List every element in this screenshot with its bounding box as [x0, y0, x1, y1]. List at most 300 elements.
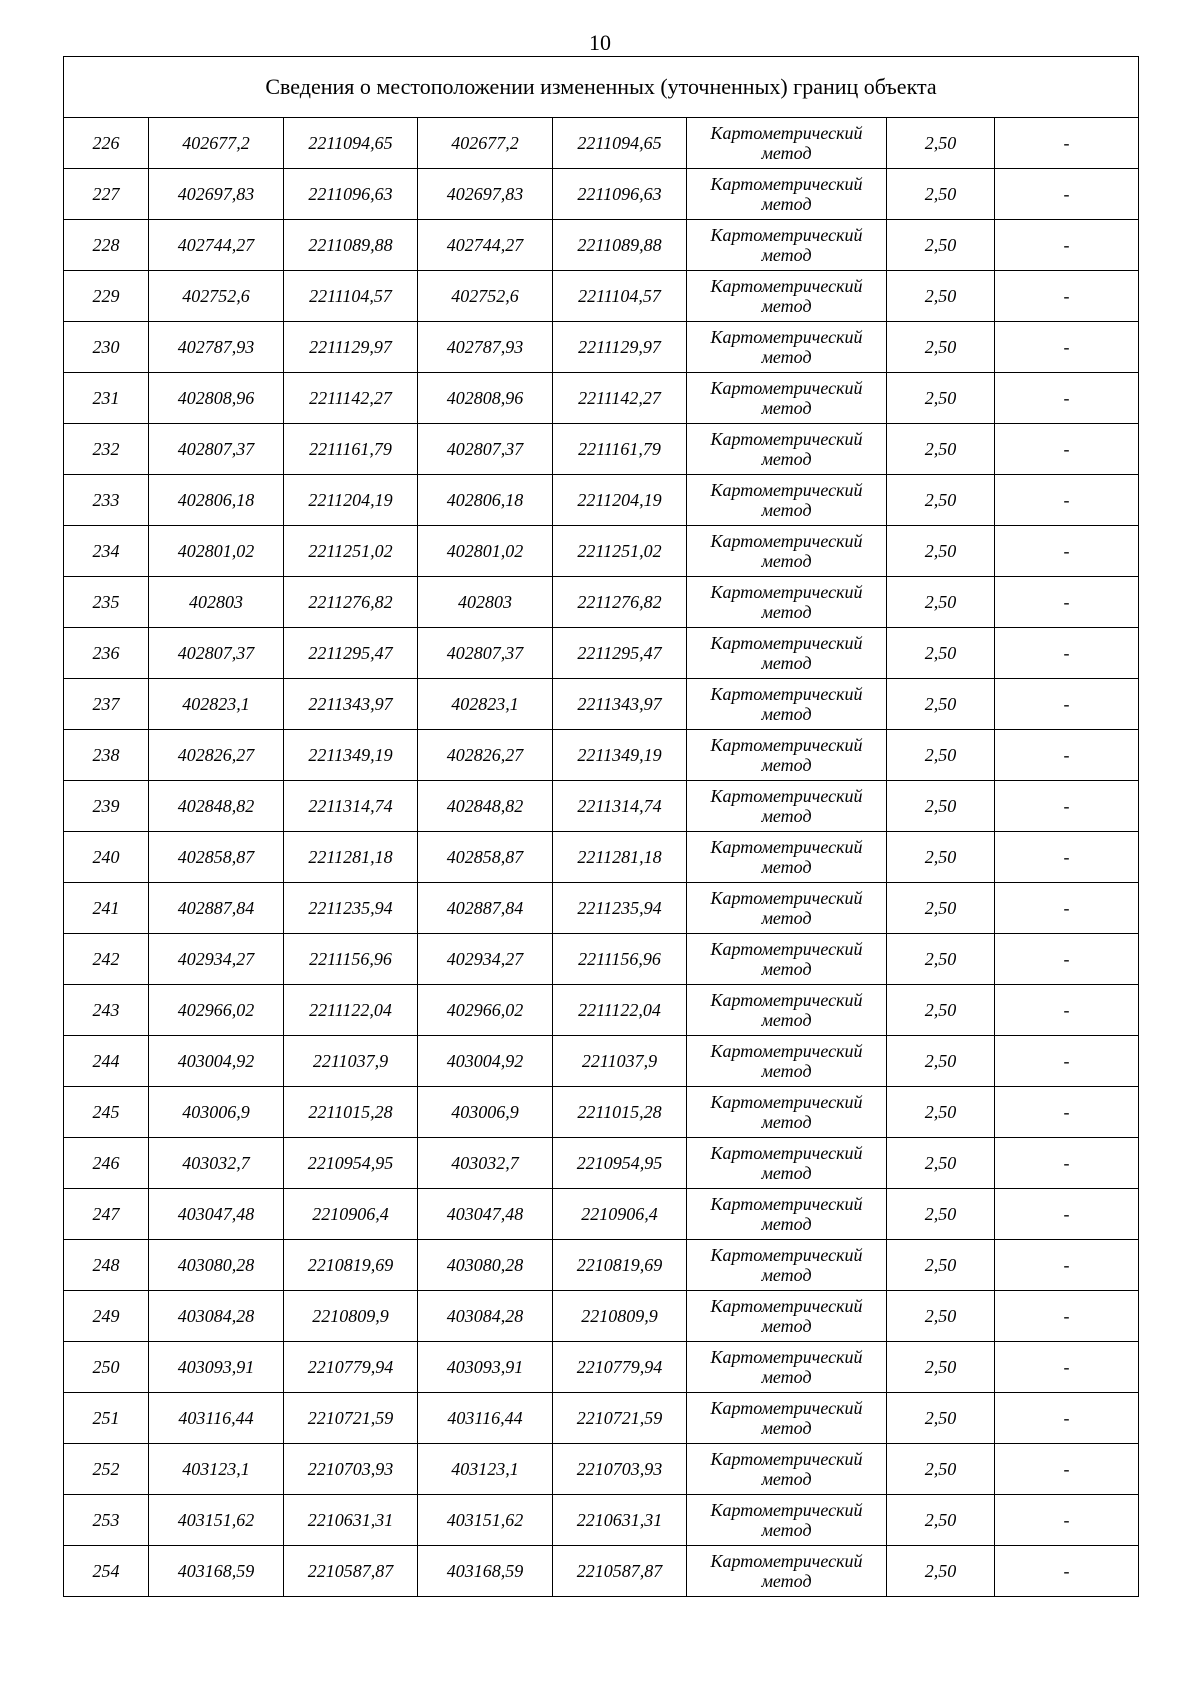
point-number-cell: 233 — [64, 475, 149, 526]
existing-x-cell: 402887,84 — [149, 883, 284, 934]
refined-y-cell: 2211235,94 — [553, 883, 687, 934]
existing-y-cell: 2211142,27 — [284, 373, 418, 424]
accuracy-cell: 2,50 — [887, 883, 995, 934]
method-line-1: Картометрический — [710, 837, 863, 857]
refined-x-cell: 402677,2 — [418, 118, 553, 169]
method-line-2: метод — [761, 245, 812, 265]
accuracy-cell: 2,50 — [887, 271, 995, 322]
point-number-cell: 230 — [64, 322, 149, 373]
note-cell: - — [995, 118, 1139, 169]
existing-y-cell: 2211281,18 — [284, 832, 418, 883]
method-cell — [687, 1138, 887, 1189]
point-number-cell: 231 — [64, 373, 149, 424]
method-line-1: Картометрический — [710, 378, 863, 398]
existing-x-cell: 403032,7 — [149, 1138, 284, 1189]
method-line-2: метод — [761, 296, 812, 316]
note-cell: - — [995, 577, 1139, 628]
refined-y-cell: 2211204,19 — [553, 475, 687, 526]
method-cell — [687, 577, 887, 628]
method-cell — [687, 628, 887, 679]
existing-y-cell: 2211276,82 — [284, 577, 418, 628]
method-line-1: Картометрический — [710, 1398, 863, 1418]
table-row — [64, 1189, 1139, 1240]
method-line-1: Картометрический — [710, 786, 863, 806]
refined-y-cell: 2211349,19 — [553, 730, 687, 781]
refined-x-cell: 403080,28 — [418, 1240, 553, 1291]
method-cell — [687, 169, 887, 220]
existing-y-cell: 2211015,28 — [284, 1087, 418, 1138]
existing-y-cell: 2210779,94 — [284, 1342, 418, 1393]
accuracy-cell: 2,50 — [887, 628, 995, 679]
method-cell — [687, 271, 887, 322]
existing-x-cell: 402697,83 — [149, 169, 284, 220]
note-cell: - — [995, 1393, 1139, 1444]
existing-y-cell: 2211037,9 — [284, 1036, 418, 1087]
refined-y-cell: 2210954,95 — [553, 1138, 687, 1189]
method-cell — [687, 1546, 887, 1597]
method-line-2: метод — [761, 551, 812, 571]
refined-x-cell: 402808,96 — [418, 373, 553, 424]
method-cell — [687, 934, 887, 985]
table-row — [64, 781, 1139, 832]
accuracy-cell: 2,50 — [887, 1342, 995, 1393]
refined-x-cell: 403047,48 — [418, 1189, 553, 1240]
table-body — [64, 118, 1139, 1597]
method-cell — [687, 118, 887, 169]
method-cell — [687, 730, 887, 781]
method-line-2: метод — [761, 755, 812, 775]
refined-y-cell: 2211096,63 — [553, 169, 687, 220]
note-cell: - — [995, 1240, 1139, 1291]
note-cell: - — [995, 883, 1139, 934]
method-cell — [687, 883, 887, 934]
refined-y-cell: 2210779,94 — [553, 1342, 687, 1393]
table-row — [64, 322, 1139, 373]
method-cell — [687, 679, 887, 730]
method-line-2: метод — [761, 500, 812, 520]
method-line-1: Картометрический — [710, 429, 863, 449]
point-number-cell: 247 — [64, 1189, 149, 1240]
refined-y-cell: 2210631,31 — [553, 1495, 687, 1546]
existing-x-cell: 403084,28 — [149, 1291, 284, 1342]
method-cell — [687, 220, 887, 271]
accuracy-cell: 2,50 — [887, 526, 995, 577]
table-row — [64, 628, 1139, 679]
accuracy-cell: 2,50 — [887, 1138, 995, 1189]
method-line-1: Картометрический — [710, 1143, 863, 1163]
existing-x-cell: 402752,6 — [149, 271, 284, 322]
existing-y-cell: 2211295,47 — [284, 628, 418, 679]
refined-y-cell: 2211314,74 — [553, 781, 687, 832]
method-line-1: Картометрический — [710, 123, 863, 143]
table-row — [64, 373, 1139, 424]
note-cell: - — [995, 1189, 1139, 1240]
method-line-1: Картометрический — [710, 1347, 863, 1367]
method-line-1: Картометрический — [710, 1551, 863, 1571]
note-cell: - — [995, 322, 1139, 373]
method-cell — [687, 1189, 887, 1240]
table-row — [64, 883, 1139, 934]
refined-x-cell: 403168,59 — [418, 1546, 553, 1597]
method-line-2: метод — [761, 806, 812, 826]
note-cell: - — [995, 1342, 1139, 1393]
table-row — [64, 118, 1139, 169]
point-number-cell: 241 — [64, 883, 149, 934]
refined-x-cell: 403093,91 — [418, 1342, 553, 1393]
table-title: Сведения о местоположении измененных (уточненных) границ объекта — [64, 57, 1139, 118]
refined-y-cell: 2211156,96 — [553, 934, 687, 985]
method-line-1: Картометрический — [710, 1092, 863, 1112]
method-line-1: Картометрический — [710, 276, 863, 296]
existing-x-cell: 402807,37 — [149, 424, 284, 475]
refined-x-cell: 402966,02 — [418, 985, 553, 1036]
existing-x-cell: 402826,27 — [149, 730, 284, 781]
accuracy-cell: 2,50 — [887, 1546, 995, 1597]
refined-y-cell: 2211094,65 — [553, 118, 687, 169]
point-number-cell: 228 — [64, 220, 149, 271]
existing-x-cell: 403006,9 — [149, 1087, 284, 1138]
refined-y-cell: 2210906,4 — [553, 1189, 687, 1240]
method-line-2: метод — [761, 959, 812, 979]
accuracy-cell: 2,50 — [887, 1189, 995, 1240]
table-row — [64, 679, 1139, 730]
table-row — [64, 1291, 1139, 1342]
refined-y-cell: 2210809,9 — [553, 1291, 687, 1342]
method-line-1: Картометрический — [710, 633, 863, 653]
existing-y-cell: 2211204,19 — [284, 475, 418, 526]
method-line-2: метод — [761, 1571, 812, 1591]
note-cell: - — [995, 832, 1139, 883]
existing-y-cell: 2211235,94 — [284, 883, 418, 934]
accuracy-cell: 2,50 — [887, 781, 995, 832]
existing-y-cell: 2211129,97 — [284, 322, 418, 373]
note-cell: - — [995, 475, 1139, 526]
method-cell — [687, 1444, 887, 1495]
existing-x-cell: 403047,48 — [149, 1189, 284, 1240]
method-line-1: Картометрический — [710, 990, 863, 1010]
point-number-cell: 229 — [64, 271, 149, 322]
existing-x-cell: 402744,27 — [149, 220, 284, 271]
existing-y-cell: 2211089,88 — [284, 220, 418, 271]
method-line-2: метод — [761, 1418, 812, 1438]
method-line-2: метод — [761, 1367, 812, 1387]
refined-y-cell: 2210721,59 — [553, 1393, 687, 1444]
method-cell — [687, 526, 887, 577]
accuracy-cell: 2,50 — [887, 322, 995, 373]
existing-y-cell: 2210809,9 — [284, 1291, 418, 1342]
existing-y-cell: 2210906,4 — [284, 1189, 418, 1240]
method-cell — [687, 1087, 887, 1138]
note-cell: - — [995, 526, 1139, 577]
method-line-1: Картометрический — [710, 1500, 863, 1520]
refined-y-cell: 2210819,69 — [553, 1240, 687, 1291]
existing-x-cell: 402806,18 — [149, 475, 284, 526]
table-row — [64, 1036, 1139, 1087]
page-number: 10 — [589, 30, 611, 55]
table-row — [64, 475, 1139, 526]
method-cell — [687, 985, 887, 1036]
note-cell: - — [995, 1546, 1139, 1597]
method-line-1: Картометрический — [710, 1194, 863, 1214]
existing-x-cell: 402803 — [149, 577, 284, 628]
note-cell: - — [995, 373, 1139, 424]
refined-y-cell: 2211015,28 — [553, 1087, 687, 1138]
method-line-2: метод — [761, 398, 812, 418]
existing-y-cell: 2210703,93 — [284, 1444, 418, 1495]
refined-y-cell: 2211129,97 — [553, 322, 687, 373]
method-cell — [687, 1495, 887, 1546]
accuracy-cell: 2,50 — [887, 475, 995, 526]
method-line-2: метод — [761, 1520, 812, 1540]
boundary-coordinates-table — [63, 56, 1139, 1597]
existing-y-cell: 2211343,97 — [284, 679, 418, 730]
accuracy-cell: 2,50 — [887, 373, 995, 424]
refined-y-cell: 2211122,04 — [553, 985, 687, 1036]
refined-x-cell: 402807,37 — [418, 424, 553, 475]
point-number-cell: 244 — [64, 1036, 149, 1087]
table-row — [64, 424, 1139, 475]
accuracy-cell: 2,50 — [887, 118, 995, 169]
accuracy-cell: 2,50 — [887, 1393, 995, 1444]
method-line-2: метод — [761, 1112, 812, 1132]
refined-x-cell: 403151,62 — [418, 1495, 553, 1546]
existing-x-cell: 402934,27 — [149, 934, 284, 985]
refined-y-cell: 2211281,18 — [553, 832, 687, 883]
existing-y-cell: 2211104,57 — [284, 271, 418, 322]
refined-x-cell: 402806,18 — [418, 475, 553, 526]
method-line-1: Картометрический — [710, 480, 863, 500]
point-number-cell: 232 — [64, 424, 149, 475]
method-cell — [687, 322, 887, 373]
refined-x-cell: 402826,27 — [418, 730, 553, 781]
existing-y-cell: 2210587,87 — [284, 1546, 418, 1597]
accuracy-cell: 2,50 — [887, 220, 995, 271]
note-cell: - — [995, 1036, 1139, 1087]
method-line-2: метод — [761, 449, 812, 469]
existing-x-cell: 402823,1 — [149, 679, 284, 730]
method-cell — [687, 373, 887, 424]
table-row — [64, 1342, 1139, 1393]
existing-y-cell: 2211096,63 — [284, 169, 418, 220]
point-number-cell: 226 — [64, 118, 149, 169]
method-cell — [687, 1393, 887, 1444]
point-number-cell: 250 — [64, 1342, 149, 1393]
existing-x-cell: 403080,28 — [149, 1240, 284, 1291]
refined-x-cell: 402752,6 — [418, 271, 553, 322]
method-line-2: метод — [761, 1265, 812, 1285]
method-cell — [687, 1291, 887, 1342]
refined-y-cell: 2211089,88 — [553, 220, 687, 271]
refined-x-cell: 403006,9 — [418, 1087, 553, 1138]
method-line-1: Картометрический — [710, 939, 863, 959]
table-row — [64, 985, 1139, 1036]
accuracy-cell: 2,50 — [887, 679, 995, 730]
refined-x-cell: 402848,82 — [418, 781, 553, 832]
method-cell — [687, 781, 887, 832]
table-row — [64, 1087, 1139, 1138]
refined-x-cell: 402787,93 — [418, 322, 553, 373]
point-number-cell: 227 — [64, 169, 149, 220]
table-row — [64, 832, 1139, 883]
method-line-1: Картометрический — [710, 225, 863, 245]
existing-y-cell: 2211094,65 — [284, 118, 418, 169]
method-line-2: метод — [761, 1163, 812, 1183]
refined-x-cell: 403084,28 — [418, 1291, 553, 1342]
method-line-1: Картометрический — [710, 1449, 863, 1469]
existing-x-cell: 402858,87 — [149, 832, 284, 883]
point-number-cell: 246 — [64, 1138, 149, 1189]
table-row — [64, 577, 1139, 628]
point-number-cell: 253 — [64, 1495, 149, 1546]
point-number-cell: 251 — [64, 1393, 149, 1444]
method-line-2: метод — [761, 602, 812, 622]
refined-x-cell: 402887,84 — [418, 883, 553, 934]
method-line-1: Картометрический — [710, 1041, 863, 1061]
accuracy-cell: 2,50 — [887, 730, 995, 781]
existing-y-cell: 2211122,04 — [284, 985, 418, 1036]
method-line-1: Картометрический — [710, 582, 863, 602]
method-line-2: метод — [761, 908, 812, 928]
point-number-cell: 235 — [64, 577, 149, 628]
table-row — [64, 1240, 1139, 1291]
method-cell — [687, 1342, 887, 1393]
table-row — [64, 730, 1139, 781]
refined-x-cell: 403123,1 — [418, 1444, 553, 1495]
refined-y-cell: 2211161,79 — [553, 424, 687, 475]
method-line-1: Картометрический — [710, 684, 863, 704]
existing-x-cell: 403004,92 — [149, 1036, 284, 1087]
existing-y-cell: 2211161,79 — [284, 424, 418, 475]
accuracy-cell: 2,50 — [887, 1495, 995, 1546]
method-line-2: метод — [761, 857, 812, 877]
existing-y-cell: 2210954,95 — [284, 1138, 418, 1189]
accuracy-cell: 2,50 — [887, 934, 995, 985]
note-cell: - — [995, 424, 1139, 475]
table-row — [64, 1495, 1139, 1546]
existing-x-cell: 403123,1 — [149, 1444, 284, 1495]
method-line-1: Картометрический — [710, 174, 863, 194]
table-row — [64, 526, 1139, 577]
note-cell: - — [995, 1291, 1139, 1342]
refined-x-cell: 402697,83 — [418, 169, 553, 220]
existing-x-cell: 402807,37 — [149, 628, 284, 679]
point-number-cell: 249 — [64, 1291, 149, 1342]
refined-x-cell: 402858,87 — [418, 832, 553, 883]
existing-x-cell: 402966,02 — [149, 985, 284, 1036]
refined-x-cell: 403032,7 — [418, 1138, 553, 1189]
note-cell: - — [995, 934, 1139, 985]
existing-y-cell: 2211314,74 — [284, 781, 418, 832]
refined-y-cell: 2210587,87 — [553, 1546, 687, 1597]
accuracy-cell: 2,50 — [887, 577, 995, 628]
existing-x-cell: 402848,82 — [149, 781, 284, 832]
existing-x-cell: 402677,2 — [149, 118, 284, 169]
point-number-cell: 239 — [64, 781, 149, 832]
method-line-2: метод — [761, 1214, 812, 1234]
accuracy-cell: 2,50 — [887, 1036, 995, 1087]
refined-y-cell: 2211343,97 — [553, 679, 687, 730]
refined-x-cell: 402801,02 — [418, 526, 553, 577]
method-cell — [687, 832, 887, 883]
point-number-cell: 240 — [64, 832, 149, 883]
note-cell: - — [995, 985, 1139, 1036]
accuracy-cell: 2,50 — [887, 1444, 995, 1495]
refined-x-cell: 402744,27 — [418, 220, 553, 271]
existing-y-cell: 2211349,19 — [284, 730, 418, 781]
accuracy-cell: 2,50 — [887, 424, 995, 475]
accuracy-cell: 2,50 — [887, 169, 995, 220]
method-line-1: Картометрический — [710, 327, 863, 347]
table-row — [64, 1444, 1139, 1495]
method-cell — [687, 1036, 887, 1087]
table-row — [64, 169, 1139, 220]
refined-y-cell: 2211295,47 — [553, 628, 687, 679]
existing-y-cell: 2211156,96 — [284, 934, 418, 985]
note-cell: - — [995, 1087, 1139, 1138]
accuracy-cell: 2,50 — [887, 832, 995, 883]
refined-y-cell: 2211104,57 — [553, 271, 687, 322]
method-line-2: метод — [761, 1010, 812, 1030]
refined-y-cell: 2211142,27 — [553, 373, 687, 424]
point-number-cell: 242 — [64, 934, 149, 985]
method-cell — [687, 424, 887, 475]
method-line-1: Картометрический — [710, 531, 863, 551]
existing-y-cell: 2211251,02 — [284, 526, 418, 577]
table-row — [64, 1138, 1139, 1189]
point-number-cell: 236 — [64, 628, 149, 679]
method-line-2: метод — [761, 143, 812, 163]
method-line-2: метод — [761, 1316, 812, 1336]
method-line-2: метод — [761, 1469, 812, 1489]
refined-y-cell: 2210703,93 — [553, 1444, 687, 1495]
method-line-1: Картометрический — [710, 1296, 863, 1316]
refined-x-cell: 402823,1 — [418, 679, 553, 730]
method-cell — [687, 1240, 887, 1291]
refined-y-cell: 2211251,02 — [553, 526, 687, 577]
note-cell: - — [995, 169, 1139, 220]
point-number-cell: 234 — [64, 526, 149, 577]
refined-x-cell: 402934,27 — [418, 934, 553, 985]
existing-y-cell: 2210721,59 — [284, 1393, 418, 1444]
existing-x-cell: 403116,44 — [149, 1393, 284, 1444]
note-cell: - — [995, 781, 1139, 832]
method-line-2: метод — [761, 1061, 812, 1081]
note-cell: - — [995, 679, 1139, 730]
table-row — [64, 271, 1139, 322]
point-number-cell: 245 — [64, 1087, 149, 1138]
existing-x-cell: 402801,02 — [149, 526, 284, 577]
note-cell: - — [995, 1444, 1139, 1495]
point-number-cell: 252 — [64, 1444, 149, 1495]
method-line-2: метод — [761, 653, 812, 673]
existing-x-cell: 402808,96 — [149, 373, 284, 424]
point-number-cell: 243 — [64, 985, 149, 1036]
table-row — [64, 220, 1139, 271]
note-cell: - — [995, 1495, 1139, 1546]
accuracy-cell: 2,50 — [887, 985, 995, 1036]
refined-y-cell: 2211037,9 — [553, 1036, 687, 1087]
existing-y-cell: 2210631,31 — [284, 1495, 418, 1546]
refined-y-cell: 2211276,82 — [553, 577, 687, 628]
note-cell: - — [995, 1138, 1139, 1189]
refined-x-cell: 403004,92 — [418, 1036, 553, 1087]
method-cell — [687, 475, 887, 526]
accuracy-cell: 2,50 — [887, 1291, 995, 1342]
existing-x-cell: 403093,91 — [149, 1342, 284, 1393]
existing-x-cell: 403168,59 — [149, 1546, 284, 1597]
accuracy-cell: 2,50 — [887, 1240, 995, 1291]
point-number-cell: 238 — [64, 730, 149, 781]
